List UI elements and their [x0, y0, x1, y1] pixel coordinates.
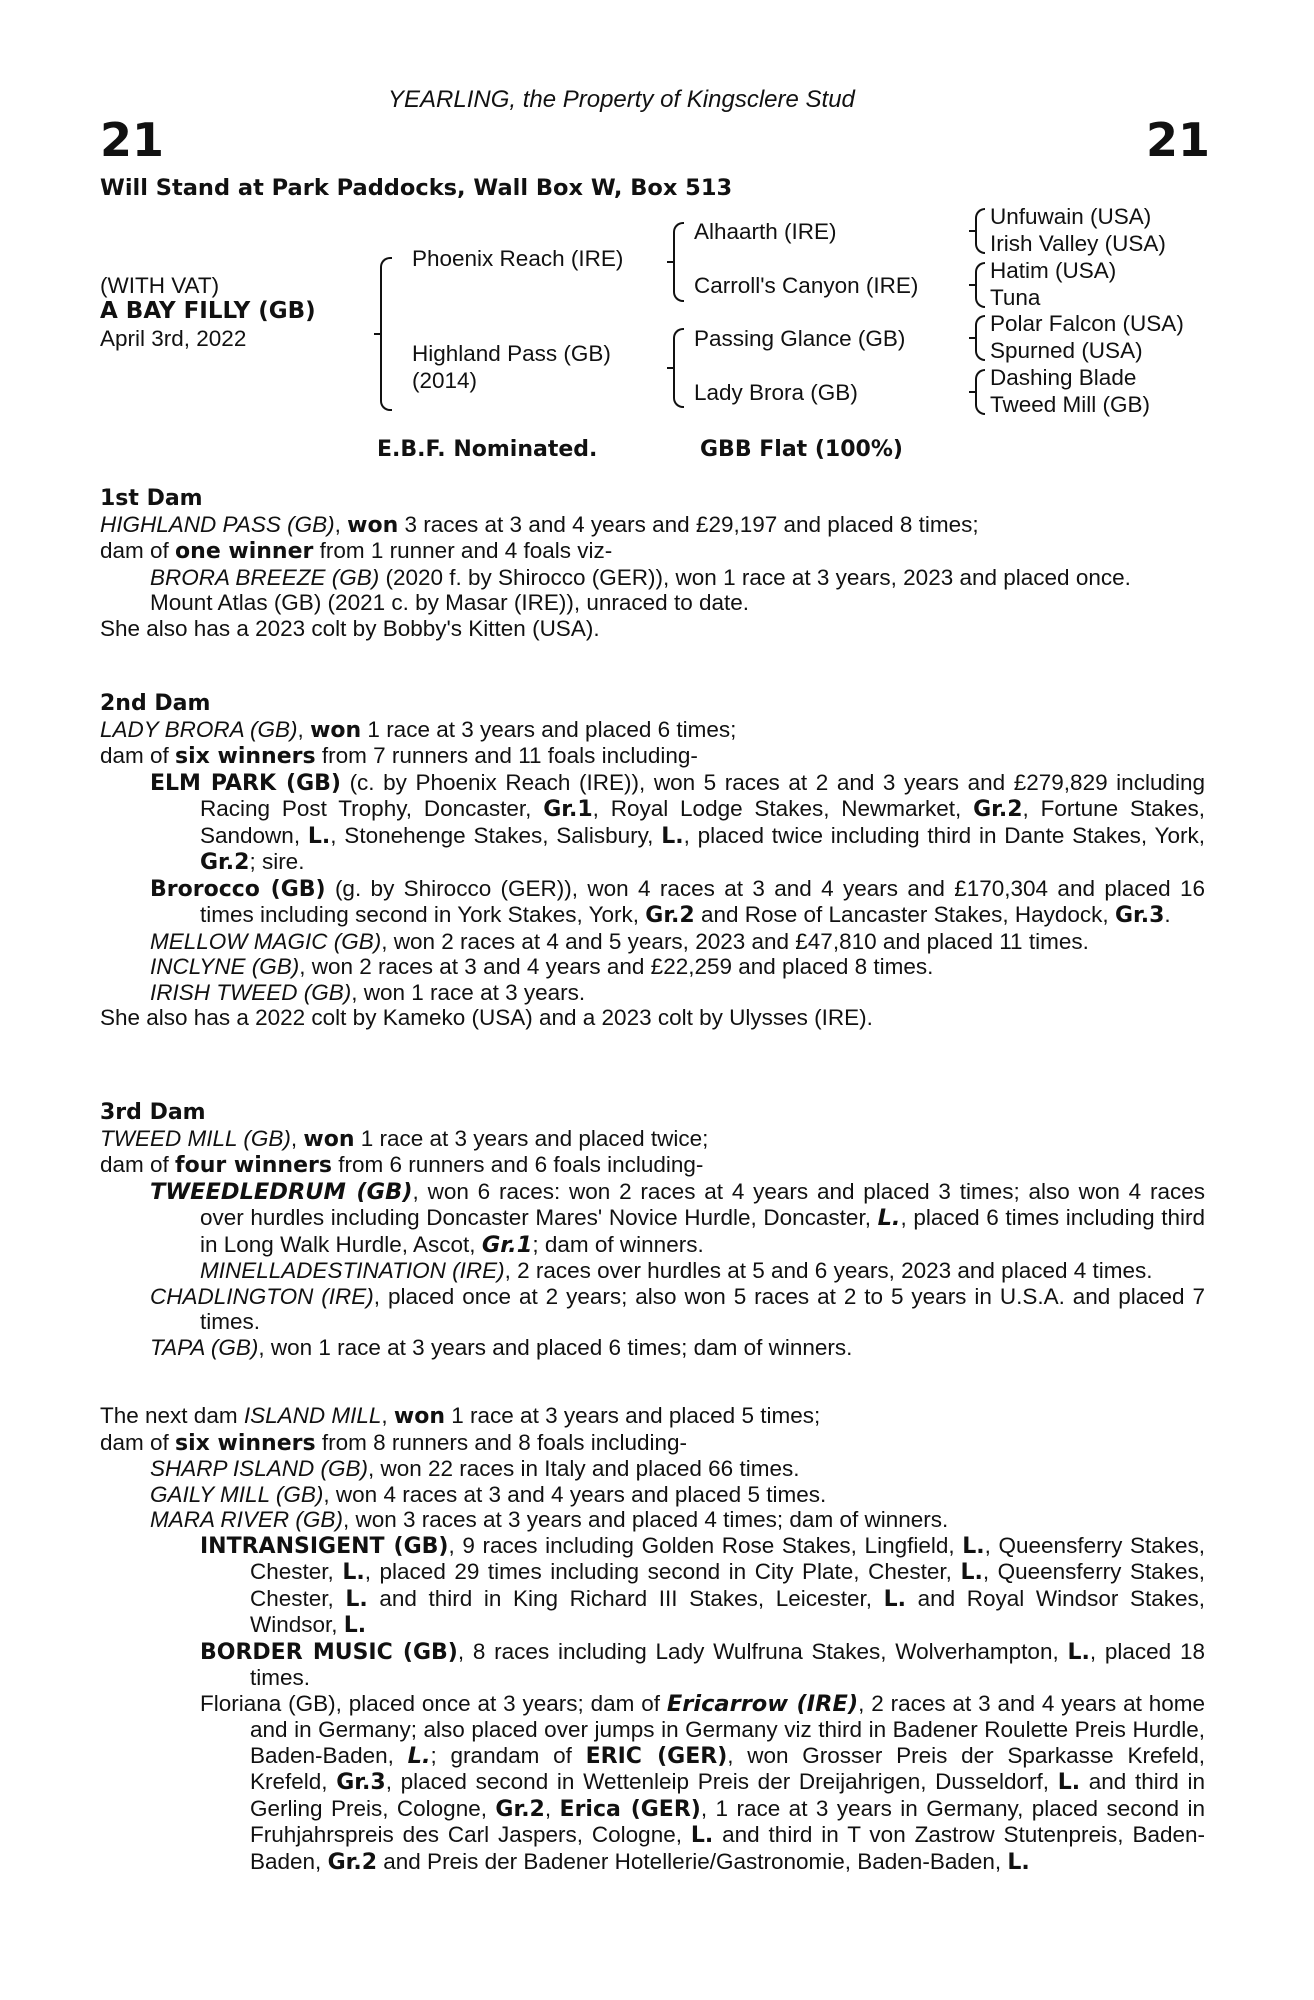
pedigree-brace-g2 [975, 262, 985, 308]
pedigree-brace-sire [673, 222, 684, 302]
foaling-date: April 3rd, 2022 [100, 326, 247, 351]
pedigree-brace-g1 [975, 208, 985, 254]
second-dam-also: She also has a 2022 colt by Kameko (USA) and a 2023 colt by Ulysses (IRE). [100, 1005, 873, 1030]
second-dam-record: LADY BRORA (GB), won 1 race at 3 years and placed 6 times; [100, 716, 737, 743]
pedigree-gg5: Polar Falcon (USA) [990, 311, 1184, 336]
pedigree-brace-g4 [975, 369, 985, 415]
third-dam-produce-summary: dam of four winners from 6 runners and 6 foals including- [100, 1152, 704, 1178]
first-dam-heading: 1st Dam [100, 486, 203, 511]
pedigree-brace-main [380, 257, 392, 411]
list-item: MELLOW MAGIC (GB), won 2 races at 4 and 5 years, 2023 and £47,810 and placed 11 times. [150, 928, 1089, 954]
pedigree-sire-dam: Carroll's Canyon (IRE) [694, 273, 919, 298]
next-dam-section [100, 1403, 1205, 1875]
pedigree-gg2: Irish Valley (USA) [990, 231, 1166, 256]
third-dam-section [100, 1100, 1205, 1360]
third-dam-heading: 3rd Dam [100, 1100, 206, 1125]
pedigree-gg8: Tweed Mill (GB) [990, 392, 1151, 417]
third-dam-record: TWEED MILL (GB), won 1 race at 3 years and placed twice; [100, 1125, 709, 1152]
list-item: IRISH TWEED (GB), won 1 race at 3 years. [150, 979, 586, 1005]
list-item: BRORA BREEZE (GB) (2020 f. by Shirocco (GER)), won 1 race at 3 years, 2023 and placed once. [150, 564, 1131, 590]
pedigree-gg6: Spurned (USA) [990, 338, 1143, 363]
page-title: YEARLING, the Property of Kingsclere Stud [388, 86, 855, 113]
pedigree-sire: Phoenix Reach (IRE) [412, 246, 624, 271]
pedigree-gg1: Unfuwain (USA) [990, 204, 1152, 229]
first-dam-also: She also has a 2023 colt by Bobby's Kitten (USA). [100, 615, 600, 641]
stall-location: Will Stand at Park Paddocks, Wall Box W, Box 513 [100, 175, 733, 201]
vat-note: (WITH VAT) [100, 273, 220, 298]
pedigree-gg3: Hatim (USA) [990, 258, 1117, 283]
list-item: Floriana (GB), placed once at 3 years; dam of Ericarrow (IRE), 2 races at 3 and 4 years at home and in Germany; also placed over jumps in Germany viz third in Badener Roulette Preis Hurdle, Baden-Baden, L.; grandam of ERIC (GER), won Grosser Preis der Sparkasse Krefeld, Krefeld, Gr.3, placed second in Wettenleip Preis der Dreijahrigen, Dusseldorf, L. and third in Gerling Preis, Cologne, Gr.2, Erica (GER), 1 race at 3 years in Germany, placed second in Fruhjahrspreis des Carl Jaspers, Cologne, L. and third in T von Zastrow Stutenpreis, Baden-Baden, Gr.2 and Preis der Badener Hotellerie/Gastronomie, Baden-Baden, L. [200, 1690, 1206, 1875]
pedigree-dam-year: (2014) [412, 368, 478, 393]
next-dam-produce-summary: dam of six winners from 8 runners and 8 foals including- [100, 1429, 688, 1456]
list-item: INTRANSIGENT (GB), 9 races including Golden Rose Stakes, Lingfield, L., Queensferry Stakes, Chester, L., placed 29 times including second in City Plate, Chester, L., Queensferry Stakes, Chester, L. and third in King Richard III Stakes, Leicester, L. and Royal Windsor Stakes, Windsor, L. [200, 1532, 1206, 1638]
lot-number-right: 21 [1146, 113, 1211, 167]
list-item: TWEEDLEDRUM (GB), won 6 races: won 2 races at 4 years and placed 3 times; also won 4 races over hurdles including Doncaster Mares' Novice Hurdle, Doncaster, L., placed 6 times including third in Long Walk Hurdle, Ascot, Gr.1; dam of winners. [150, 1178, 1205, 1258]
list-item: MARA RIVER (GB), won 3 races at 3 years and placed 4 times; dam of winners. [150, 1507, 949, 1532]
second-dam-produce-summary: dam of six winners from 7 runners and 11 foals including- [100, 743, 698, 769]
first-dam-produce-summary: dam of one winner from 1 runner and 4 foals viz- [100, 538, 613, 564]
list-item: SHARP ISLAND (GB), won 22 races in Italy and placed 66 times. [150, 1456, 800, 1481]
pedigree-sire-sire: Alhaarth (IRE) [694, 219, 837, 244]
list-item: TAPA (GB), won 1 race at 3 years and placed 6 times; dam of winners. [150, 1334, 853, 1360]
list-item: GAILY MILL (GB), won 4 races at 3 and 4 years and placed 5 times. [150, 1481, 827, 1507]
pedigree-dam-dam: Lady Brora (GB) [694, 380, 858, 405]
first-dam-record: HIGHLAND PASS (GB), won 3 races at 3 and 4 years and £29,197 and placed 8 times; [100, 511, 979, 538]
first-dam-section [100, 486, 1205, 641]
pedigree-gg4: Tuna [990, 285, 1041, 310]
ebf-note: E.B.F. Nominated. [377, 437, 598, 462]
pedigree-brace-dam [673, 328, 684, 408]
list-item: ELM PARK (GB) (c. by Phoenix Reach (IRE)), won 5 races at 2 and 3 years and £279,829 including Racing Post Trophy, Doncaster, Gr.1, Royal Lodge Stakes, Newmarket, Gr.2, Fortune Stakes, Sandown, L., Stonehenge Stakes, Salisbury, L., placed twice including third in Dante Stakes, York, Gr.2; sire. [150, 769, 1205, 875]
lot-description: A BAY FILLY (GB) [100, 298, 316, 324]
pedigree-brace-g3 [975, 315, 985, 361]
pedigree-dam: Highland Pass (GB) [412, 341, 611, 366]
second-dam-heading: 2nd Dam [100, 691, 211, 716]
list-item: Mount Atlas (GB) (2021 c. by Masar (IRE)), unraced to date. [150, 590, 749, 615]
lot-number-left: 21 [100, 113, 165, 167]
gbb-note: GBB Flat (100%) [700, 437, 903, 462]
list-item: Brorocco (GB) (g. by Shirocco (GER)), won 4 races at 3 and 4 years and £170,304 and placed 16 times including second in York Stakes, York, Gr.2 and Rose of Lancaster Stakes, Haydock, Gr.3. [150, 875, 1205, 928]
list-item: BORDER MUSIC (GB), 8 races including Lady Wulfruna Stakes, Wolverhampton, L., placed 18 times. [200, 1638, 1205, 1690]
list-item: MINELLADESTINATION (IRE), 2 races over hurdles at 5 and 6 years, 2023 and placed 4 times. [200, 1258, 1153, 1283]
next-dam-record: The next dam ISLAND MILL, won 1 race at 3 years and placed 5 times; [100, 1403, 821, 1429]
pedigree-dam-sire: Passing Glance (GB) [694, 326, 906, 351]
second-dam-section [100, 691, 1205, 1031]
pedigree-gg7: Dashing Blade [990, 365, 1137, 390]
list-item: CHADLINGTON (IRE), placed once at 2 years; also won 5 races at 2 to 5 years in U.S.A. and placed 7 times. [150, 1283, 1205, 1334]
list-item: INCLYNE (GB), won 2 races at 3 and 4 years and £22,259 and placed 8 times. [150, 954, 934, 979]
